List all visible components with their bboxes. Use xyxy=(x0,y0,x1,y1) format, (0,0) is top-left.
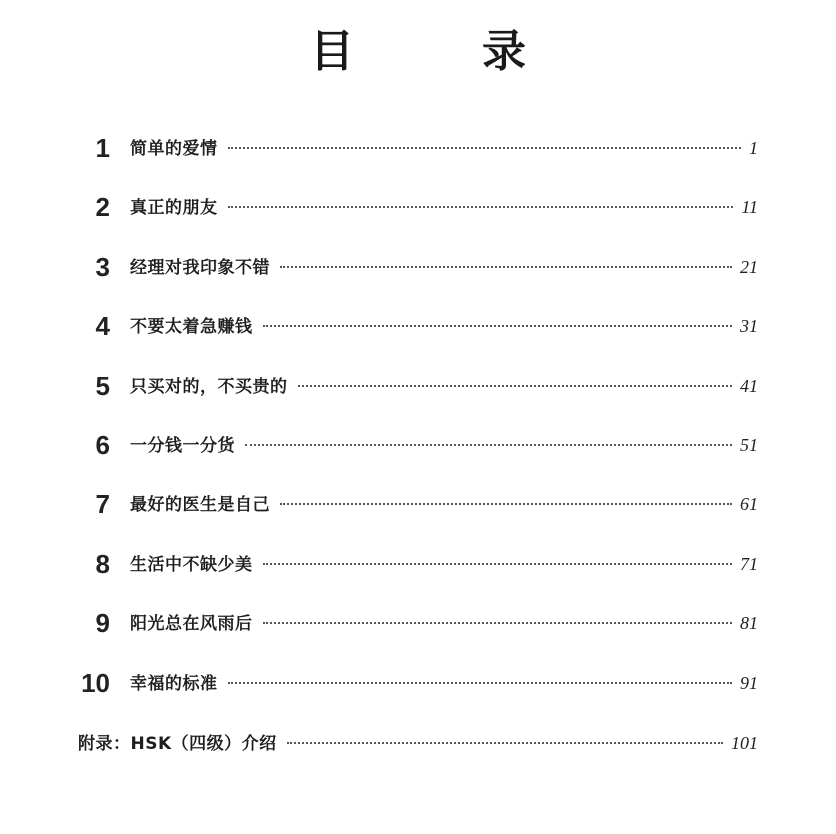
chapter-number: 7 xyxy=(95,489,110,519)
toc-entry-3[interactable] xyxy=(0,247,836,287)
toc-entry-9[interactable] xyxy=(0,603,836,643)
toc-entry-line xyxy=(130,366,758,407)
chapter-number: 9 xyxy=(95,608,110,638)
toc-entry-line xyxy=(130,306,758,347)
chapter-number: 1 xyxy=(95,133,110,163)
dot-leader xyxy=(298,385,733,387)
dot-leader xyxy=(263,325,733,327)
chapter-title: 幸福的标准 xyxy=(130,673,218,694)
dot-leader xyxy=(263,563,733,565)
chapter-number: 4 xyxy=(95,311,110,341)
page-number: 41 xyxy=(740,375,758,396)
page-number: 1 xyxy=(749,137,758,158)
toc-entry-line xyxy=(130,187,758,228)
page-number: 51 xyxy=(740,434,758,455)
toc-entry-7[interactable] xyxy=(0,484,836,524)
toc-entry-line xyxy=(130,544,758,585)
chapter-title: 最好的医生是自己 xyxy=(130,494,270,515)
chapter-number: 8 xyxy=(95,549,110,579)
toc-entry-5[interactable] xyxy=(0,366,836,406)
toc-entry-1[interactable] xyxy=(0,128,836,168)
chapter-number: 3 xyxy=(95,252,110,282)
page-number: 31 xyxy=(740,315,758,336)
page-title: 目 录 xyxy=(310,26,568,77)
chapter-number: 10 xyxy=(81,668,110,698)
page-number: 91 xyxy=(740,672,758,693)
chapter-title: 不要太着急赚钱 xyxy=(130,316,253,337)
dot-leader xyxy=(228,206,734,208)
page-number: 11 xyxy=(741,196,758,217)
appendix-title: 附录：HSK（四级）介绍 xyxy=(78,733,277,754)
toc-entry-4[interactable] xyxy=(0,306,836,346)
page-number: 21 xyxy=(740,256,758,277)
toc-entry-line xyxy=(130,128,758,169)
dot-leader xyxy=(280,266,732,268)
dot-leader xyxy=(245,444,732,446)
chapter-title: 阳光总在风雨后 xyxy=(130,613,253,634)
toc-entry-line xyxy=(130,484,758,525)
chapter-title: 经理对我印象不错 xyxy=(130,257,270,278)
dot-leader xyxy=(228,682,733,684)
chapter-title: 一分钱一分货 xyxy=(130,435,235,456)
page-number: 101 xyxy=(731,732,758,753)
toc-entry-appendix[interactable] xyxy=(0,723,836,763)
chapter-number: 2 xyxy=(95,192,110,222)
toc-entry-line xyxy=(78,723,758,764)
toc-entry-8[interactable] xyxy=(0,544,836,584)
page-number: 81 xyxy=(740,612,758,633)
dot-leader xyxy=(263,622,733,624)
chapter-number: 6 xyxy=(95,430,110,460)
chapter-title: 只买对的，不买贵的 xyxy=(130,376,288,397)
page-number: 71 xyxy=(740,553,758,574)
dot-leader xyxy=(228,147,742,149)
toc-entry-line xyxy=(130,603,758,644)
chapter-number: 5 xyxy=(95,371,110,401)
chapter-title: 简单的爱情 xyxy=(130,138,218,159)
toc-entry-line xyxy=(130,425,758,466)
page-number: 61 xyxy=(740,493,758,514)
toc-entry-line xyxy=(130,247,758,288)
toc-entry-6[interactable] xyxy=(0,425,836,465)
toc-entry-line xyxy=(130,663,758,704)
dot-leader xyxy=(287,742,723,744)
toc-entry-10[interactable] xyxy=(0,663,836,703)
dot-leader xyxy=(280,503,732,505)
chapter-title: 生活中不缺少美 xyxy=(130,554,253,575)
chapter-title: 真正的朋友 xyxy=(130,197,218,218)
toc-entry-2[interactable] xyxy=(0,187,836,227)
